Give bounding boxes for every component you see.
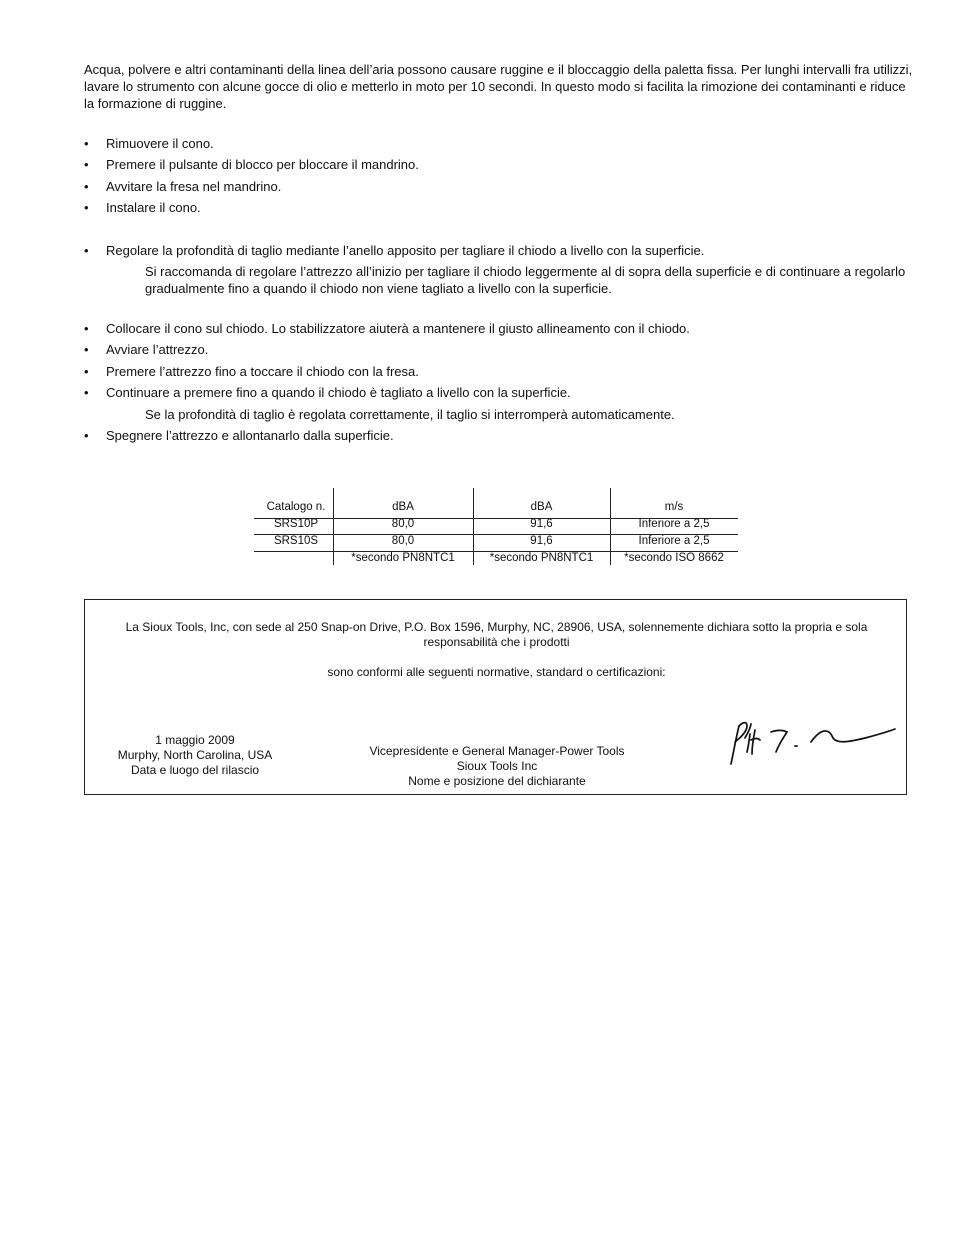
table-header: m/s [664,501,684,513]
signer-title: Vicepresidente e General Manager-Power Tools [369,744,625,758]
bullet: • [84,384,89,400]
date-place-label: Data e luogo del rilascio [130,763,260,777]
bullet-list-finish [84,427,924,448]
bullet-list-depth [84,242,924,263]
intro-paragraph: Acqua, polvere e altri contaminanti della linea dell’aria possono causare ruggine e il bloccaggio della paletta fissa. Per lunghi intervalli fra utilizzi, lavare lo strumento con alcune gocce di olio e metterlo in moto per 10 secondi. In questo modo si facilita la rimozione dei contaminanti e riduce la formazione di ruggine. [84,62,913,111]
list-item: • Premere l’attrezzo fino a toccare il chiodo con la fresa. [84,363,419,379]
list-item: • Collocare il cono sul chiodo. Lo stabilizzatore aiuterà a mantenere il giusto allineamento con il chiodo. [84,321,690,336]
list-item: • Premere il pulsante di blocco per bloccare il mandrino. [84,157,419,173]
table-cell: 91,6 [530,518,553,530]
signer-company: Sioux Tools Inc [456,759,538,773]
auto-stop-note: Se la profondità di taglio è regolata correttamente, il taglio si interromperà automaticamente. [145,407,675,422]
list-item: • Spegnere l’attrezzo e allontanarlo dalla superficie. [84,428,394,443]
table-cell: 91,6 [530,535,553,547]
bullet: • [84,136,89,151]
bullet: • [84,178,89,194]
table-cell: 80,0 [391,535,415,547]
bullet: • [84,321,89,336]
list-item: • Avvitare la fresa nel mandrino. [84,178,282,194]
bullet: • [84,157,89,173]
table-header: Catalogo n. [266,501,326,513]
bullet: • [84,243,89,258]
table-footnote: *secondo PN8NTC1 [489,552,594,564]
table-footnote: *secondo PN8NTC1 [351,552,455,564]
table-cell: 80,0 [391,518,415,530]
issue-place: Murphy, North Carolina, USA [117,748,273,762]
bullet: • [84,363,89,379]
declaration-of-conformity [84,599,907,795]
bullet-list-operation [84,320,924,405]
table-header: dBA [530,501,553,513]
list-item: • Instalare il cono. [84,199,201,215]
table-cell: Inferiore a 2,5 [638,518,710,530]
table-header: dBA [392,501,414,513]
depth-note: Si raccomanda di regolare l’attrezzo all’inizio per tagliare il chiodo leggermente al di sopra della superficie e di continuare a regolarlo gradualmente fino a quando il chiodo non viene tagliato a livello con la superficie. [145,264,906,296]
table-cell: SRS10S [273,535,319,547]
list-item: • Rimuovere il cono. [84,136,214,151]
bullet: • [84,199,89,215]
conformity-statement: sono conformi alle seguenti normative, standard o certificazioni: [327,665,666,679]
table-cell: SRS10P [273,518,319,530]
signature [725,716,905,772]
bullet-list-setup [84,135,924,220]
table-cell: Inferiore a 2,5 [638,535,710,547]
list-item: • Continuare a premere fino a quando il chiodo è tagliato a livello con la superficie. [84,384,571,400]
bullet: • [84,342,89,358]
bullet: • [84,428,89,443]
declaration-statement: La Sioux Tools, Inc, con sede al 250 Snap-on Drive, P.O. Box 1596, Murphy, NC, 28906, USA, solennemente dichiara sotto la propria e sola [125,620,868,634]
declaration-statement-cont: responsabilità che i prodotti [423,635,570,649]
list-item: • Regolare la profondità di taglio mediante l’anello apposito per tagliare il chiodo a livello con la superficie. [84,243,705,258]
list-item: • Avviare l’attrezzo. [84,342,209,358]
table-footnote: *secondo ISO 8662 [624,552,724,564]
signer-label: Nome e posizione del dichiarante [408,774,586,788]
issue-date: 1 maggio 2009 [155,733,235,747]
